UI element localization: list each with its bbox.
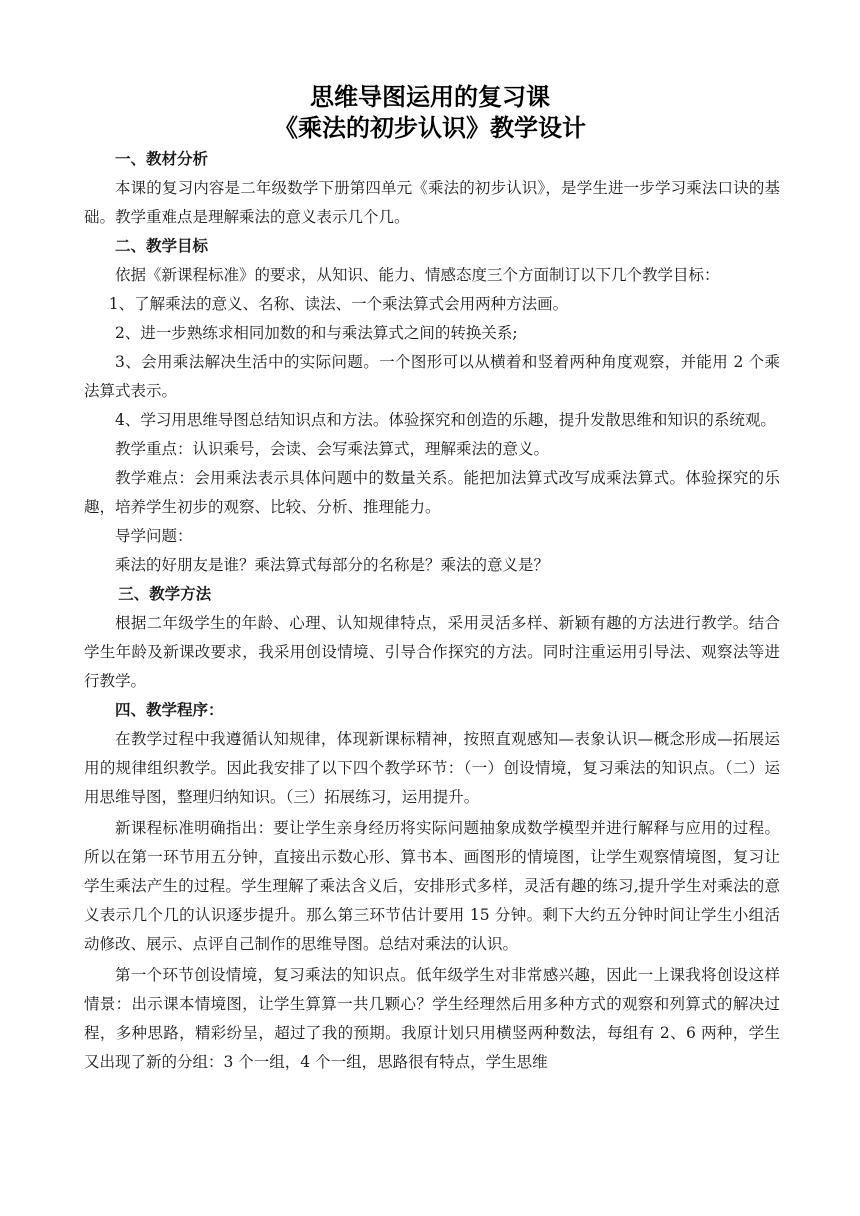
paragraph: 依据《新课程标准》的要求，从知识、能力、情感态度三个方面制订以下几个教学目标： — [115, 266, 720, 284]
teaching-key-point: 教学重点：认识乘号，会读、会写乘法算式，理解乘法的意义。 — [115, 440, 550, 458]
teaching-difficulty: 教学难点：会用乘法表示具体问题中的数量关系。能把加法算式改写成乘法算式。体验探究的乐趣，培养学生初步的观察、比较、分析、推理能力。 — [84, 469, 780, 516]
paragraph: 新课程标准明确指出：要让学生亲身经历将实际问题抽象成数学模型并进行解释与应用的过程。所以在第一环节用五分钟，直接出示数心形、算书本、画图形的情境图，让学生观察情境图，复习让学生乘法产生的过程。学生理解了乘法含义后，安排形式多样，灵活有趣的练习,提升学生对乘法的意义表示几个几的认识逐步提升。那么第三环节估计要用 15 分钟。剩下大约五分钟时间让学生小组活动修改、展示、点评自己制作的思维导图。总结对乘法的认识。 — [84, 819, 780, 953]
goal-item-1: 1、了解乘法的意义、名称、读法、一个乘法算式会用两种方法画。 — [108, 295, 569, 313]
section-heading-teaching-methods: 三、教学方法 — [118, 585, 212, 603]
section-heading-teaching-goals: 二、教学目标 — [115, 237, 209, 255]
guide-questions: 乘法的好朋友是谁？乘法算式每部分的名称是？乘法的意义是？ — [115, 556, 550, 574]
paragraph: 本课的复习内容是二年级数学下册第四单元《乘法的初步认识》，是学生进一步学习乘法口诀的基础。教学重难点是理解乘法的意义表示几个几。 — [84, 179, 780, 226]
document-title: 思维导图运用的复习课 — [310, 83, 550, 111]
section-heading-teaching-procedure: 四、教学程序： — [115, 701, 224, 719]
goal-item-4: 4、学习用思维导图总结知识点和方法。体验探究和创造的乐趣，提升发散思维和知识的系统观。 — [115, 411, 776, 429]
guide-questions-label: 导学问题： — [115, 527, 193, 545]
section-heading-textbook-analysis: 一、教材分析 — [115, 150, 209, 168]
paragraph: 根据二年级学生的年龄、心理、认知规律特点，采用灵活多样、新颖有趣的方法进行教学。结合学生年龄及新课改要求，我采用创设情境、引导合作探究的方法。同时注重运用引导法、观察法等进行教学。 — [84, 614, 780, 690]
goal-item-3: 3、会用乘法解决生活中的实际问题。一个图形可以从横着和竖着两种角度观察，并能用 2 个乘法算式表示。 — [84, 353, 780, 400]
paragraph: 第一个环节创设情境，复习乘法的知识点。低年级学生对非常感兴趣，因此一上课我将创设这样情景：出示课本情境图，让学生算算一共几颗心？学生经理然后用多种方式的观察和列算式的解决过程，多种思路，精彩纷呈，超过了我的预期。我原计划只用横竖两种数法，每组有 2、6 两种，学生又出现了新的分组：3 个一组，4 个一组，思路很有特点，学生思维 — [84, 966, 780, 1071]
document-body — [84, 145, 780, 1077]
goal-item-2: 2、进一步熟练求相同加数的和与乘法算式之间的转换关系; — [115, 324, 518, 342]
paragraph: 在教学过程中我遵循认知规律，体现新课标精神，按照直观感知—表象认识—概念形成—拓展运用的规律组织教学。因此我安排了以下四个教学环节：（一）创设情境，复习乘法的知识点。（二）运用思维导图，整理归纳知识。（三）拓展练习，运用提升。 — [84, 730, 780, 806]
document-subtitle: 《乘法的初步认识》教学设计 — [274, 114, 586, 142]
